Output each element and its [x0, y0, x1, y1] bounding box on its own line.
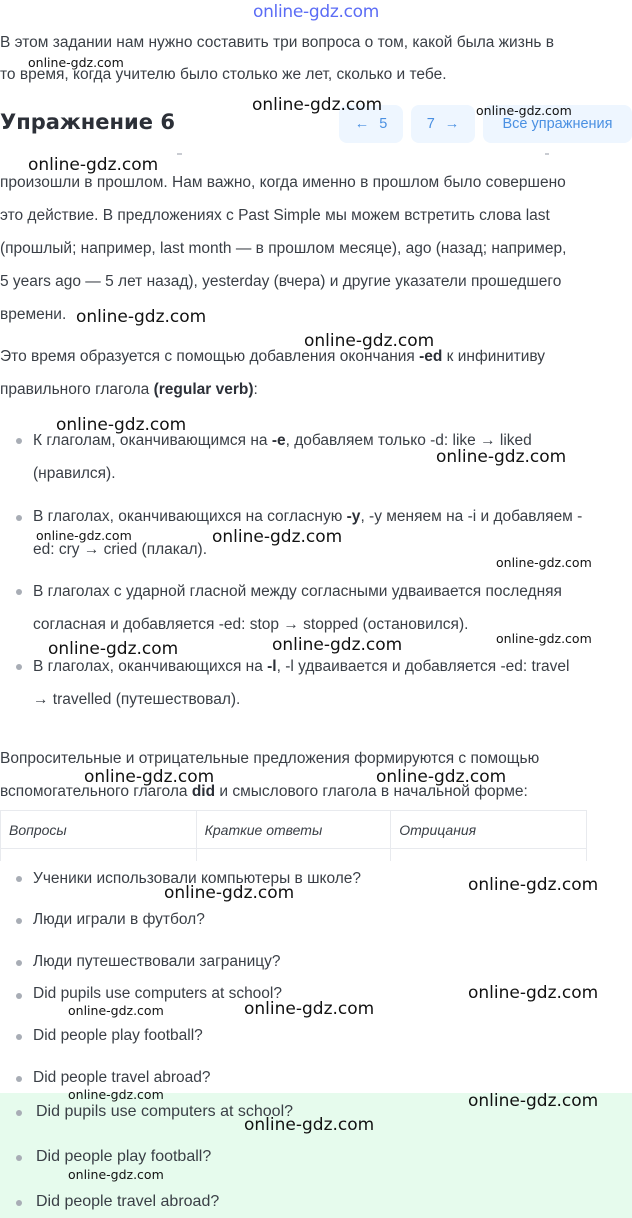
- table-row: [1, 849, 587, 861]
- theory-formation-line-2: правильного глагола (regular verb):: [0, 381, 258, 398]
- bullet-icon: [16, 993, 22, 999]
- watermark: online-gdz.com: [476, 103, 572, 118]
- theory-line: произошли в прошлом. Нам важно, когда именно в прошлом было совершено: [0, 174, 566, 191]
- bullet-icon: [16, 960, 22, 966]
- watermark: online-gdz.com: [76, 307, 207, 327]
- watermark: online-gdz.com: [68, 1087, 164, 1102]
- next-exercise-label: 7: [426, 116, 435, 132]
- theory-formation-line-1: Это время образуется с помощью добавления окончания -ed к инфинитиву: [0, 348, 546, 365]
- table-cell: [391, 849, 587, 861]
- arrow-right-icon: →: [444, 116, 460, 132]
- table-header-cell: Отрицания: [391, 811, 587, 849]
- theory-questions-line-1: Вопросительные и отрицательные предложения формируются с помощью: [0, 750, 540, 767]
- watermark: online-gdz.com: [164, 883, 295, 903]
- watermark: online-gdz.com: [272, 635, 403, 655]
- answer-item: Did people play football?: [36, 1148, 212, 1165]
- exercise-title: Упражнение 6: [0, 110, 175, 134]
- theory-questions-line-2: вспомогательного глагола did и смыслового глагола в начальной форме:: [0, 783, 528, 800]
- grammar-table: [0, 810, 587, 861]
- watermark: online-gdz.com: [496, 631, 592, 646]
- watermark: online-gdz.com: [68, 1003, 164, 1018]
- watermark: online-gdz.com: [468, 1091, 599, 1111]
- watermark: online-gdz.com: [436, 447, 567, 467]
- bullet-icon: [16, 1155, 22, 1161]
- watermark: online-gdz.com: [48, 639, 179, 659]
- watermark: online-gdz.com: [28, 55, 124, 70]
- bullet-icon: [16, 876, 22, 882]
- answer-block: [0, 1093, 632, 1218]
- watermark: online-gdz.com: [496, 555, 592, 570]
- theory-line: это действие. В предложениях с Past Simple мы можем встретить слова last: [0, 207, 550, 224]
- bullet-icon: [16, 918, 22, 924]
- watermark: online-gdz.com: [244, 1115, 375, 1135]
- bullet-icon: [16, 438, 22, 444]
- all-exercises-label: Все упражнения: [502, 116, 613, 132]
- bullet-icon: [16, 1034, 22, 1040]
- watermark: online-gdz.com: [28, 155, 159, 175]
- arrow-left-icon: ←: [354, 116, 370, 132]
- watermark: online-gdz.com: [468, 875, 599, 895]
- bullet-icon: [16, 1076, 22, 1082]
- theory-line: (прошлый; например, last month — в прошлом месяце), ago (назад; например,: [0, 240, 567, 257]
- intro-line-1: В этом задании нам нужно составить три вопроса о том, какой была жизнь в: [0, 34, 554, 51]
- next-exercise-button[interactable]: [411, 105, 475, 143]
- watermark: online-gdz.com: [468, 983, 599, 1003]
- bullet-icon: [16, 664, 22, 670]
- theory-line: 5 years ago — 5 лет назад), yesterday (вчера) и другие указатели прошедшего: [0, 273, 562, 290]
- watermark: online-gdz.com: [56, 415, 187, 435]
- prev-exercise-label: 5: [379, 116, 388, 132]
- bullet-icon: [16, 1200, 22, 1206]
- cut-text-fragment: [177, 153, 182, 155]
- table-cell: [196, 849, 391, 861]
- watermark: online-gdz.com: [84, 767, 215, 787]
- watermark: online-gdz.com: [68, 1167, 164, 1182]
- table-header-row: [1, 811, 587, 849]
- bullet-icon: [16, 1110, 22, 1116]
- bullet-icon: [16, 589, 22, 595]
- site-logo[interactable]: online-gdz.com: [252, 2, 379, 22]
- bullet-icon: [16, 515, 22, 521]
- watermark: online-gdz.com: [212, 527, 343, 547]
- watermark: online-gdz.com: [36, 528, 132, 543]
- answer-item: Did people travel abroad?: [36, 1193, 220, 1210]
- cut-text-fragment: [545, 153, 549, 155]
- watermark: online-gdz.com: [376, 767, 507, 787]
- table-cell: [1, 849, 197, 861]
- watermark: online-gdz.com: [252, 95, 383, 115]
- theory-line: времени.: [0, 306, 67, 323]
- intro-line-2: то время, когда учителю было столько же лет, сколько и тебе.: [0, 66, 447, 83]
- table-header-cell: Краткие ответы: [196, 811, 391, 849]
- watermark: online-gdz.com: [244, 999, 375, 1019]
- watermark: online-gdz.com: [304, 331, 435, 351]
- answer-item: Did pupils use computers at school?: [36, 1103, 294, 1120]
- table-header-cell: Вопросы: [1, 811, 197, 849]
